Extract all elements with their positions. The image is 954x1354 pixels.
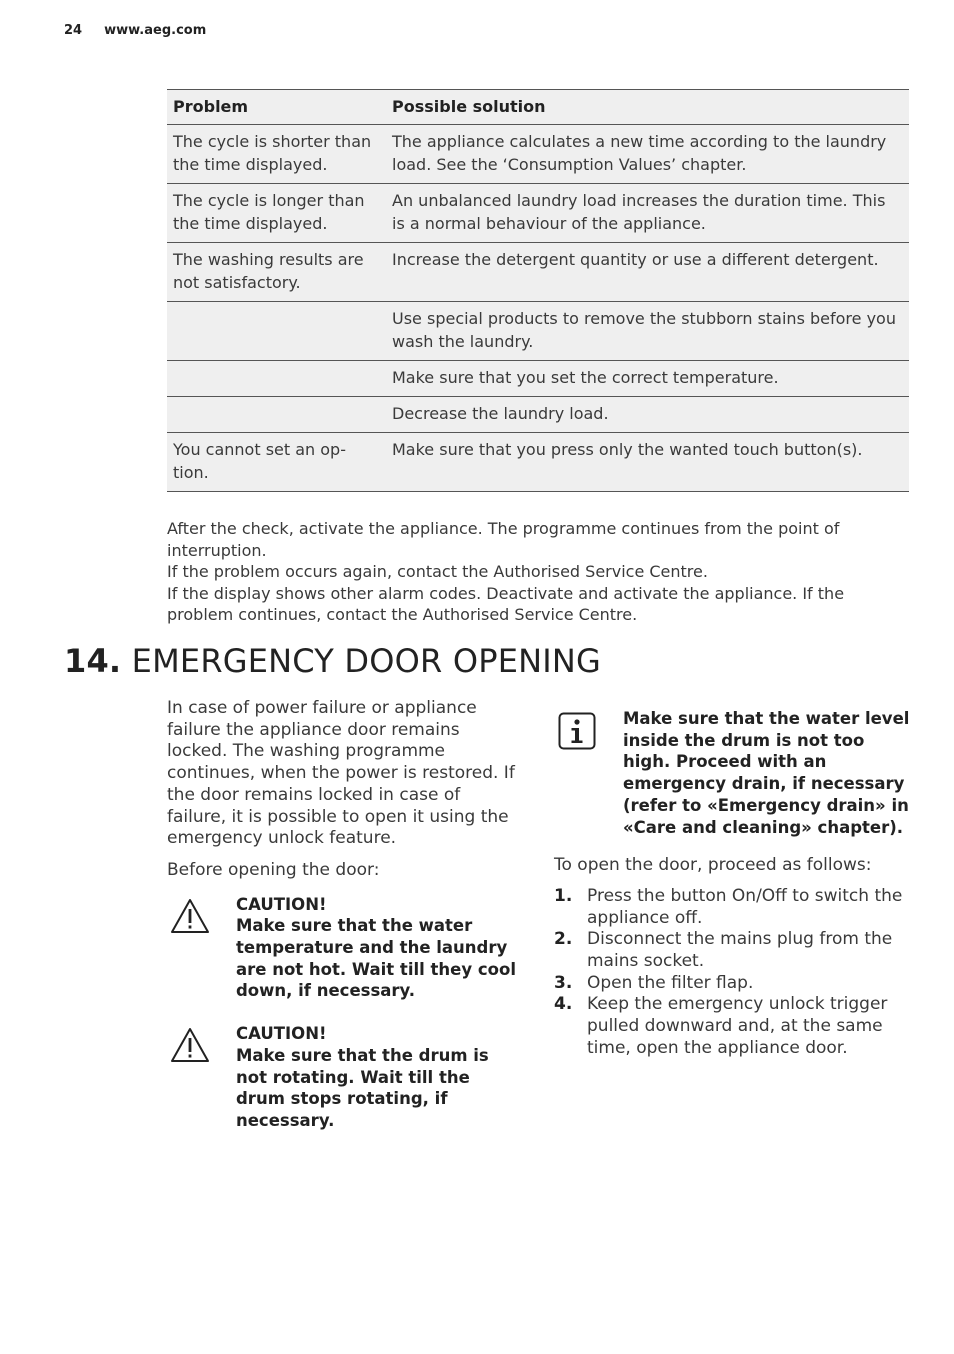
table-row xyxy=(167,433,909,492)
caution-block xyxy=(167,1023,519,1132)
website-link[interactable]: www.aeg.com xyxy=(104,23,207,38)
table-header-row xyxy=(167,90,909,125)
step-number: 3. xyxy=(554,972,573,993)
list-item xyxy=(554,994,914,1059)
right-column xyxy=(554,708,914,1060)
table-row xyxy=(167,125,909,184)
page-number: 24 xyxy=(64,23,83,38)
problem-cell: The cycle is longer than the time displayed. xyxy=(167,184,386,243)
info-block xyxy=(554,708,914,838)
solution-cell: The appliance calculates a new time according to the laundry load. See the ‘Consumption Values’ chapter. xyxy=(386,125,909,184)
info-text: Make sure that the water level inside the drum is not too high. Proceed with an emergency drain, if necessary (refer to «Emergency drain» in «Care and cleaning» chapter). xyxy=(623,709,910,837)
paragraph: If the display shows other alarm codes. Deactivate and activate the appliance. If the problem continues, contact the Authorised Service Centre. xyxy=(167,583,845,624)
problem-cell xyxy=(167,397,386,433)
step-number: 4. xyxy=(554,994,573,1015)
caution-text: Make sure that the water temperature and the laundry are not hot. Wait till they cool down, if necessary. xyxy=(236,916,516,1001)
intro-paragraph: In case of power failure or appliance failure the appliance door remains locked. The washing programme continues, when the power is restored. If the door remains locked in case of failure, it is possible to open it using the emergency unlock feature. xyxy=(167,698,515,849)
step-text: Disconnect the mains plug from the mains socket. xyxy=(587,929,893,972)
after-check-text xyxy=(167,518,909,626)
solution-cell: Decrease the laundry load. xyxy=(386,397,909,433)
list-item xyxy=(554,886,914,929)
info-icon xyxy=(558,712,596,750)
solution-cell: Make sure that you set the correct temperature. xyxy=(386,361,909,397)
warning-triangle-icon xyxy=(170,898,210,934)
problem-cell: The washing results are not satisfactory. xyxy=(167,243,386,302)
table-row xyxy=(167,361,909,397)
paragraph: If the problem occurs again, contact the Authorised Service Centre. xyxy=(167,562,708,581)
solution-cell: An unbalanced laundry load increases the duration time. This is a normal behaviour of the appliance. xyxy=(386,184,909,243)
column-header-problem: Problem xyxy=(167,90,386,125)
solution-cell: Make sure that you press only the wanted touch button(s). xyxy=(386,433,909,492)
step-number: 2. xyxy=(554,929,573,950)
step-text: Keep the emergency unlock trigger pulled downward and, at the same time, open the appliance door. xyxy=(587,994,888,1058)
problem-cell: You cannot set an op- tion. xyxy=(167,433,386,492)
paragraph: After the check, activate the appliance. The programme continues from the point of interruption. xyxy=(167,519,840,560)
steps-intro: To open the door, proceed as follows: xyxy=(554,855,872,876)
steps-list xyxy=(554,886,914,1060)
problem-cell xyxy=(167,302,386,361)
list-item xyxy=(554,929,914,972)
solution-cell: Increase the detergent quantity or use a different detergent. xyxy=(386,243,909,302)
troubleshooting-table xyxy=(167,89,909,492)
problem-cell xyxy=(167,361,386,397)
caution-text: Make sure that the drum is not rotating. Wait till the drum stops rotating, if necessary. xyxy=(236,1045,489,1130)
step-text: Open the filter flap. xyxy=(587,972,754,993)
table-row xyxy=(167,397,909,433)
solution-cell: Use special products to remove the stubborn stains before you wash the laundry. xyxy=(386,302,909,361)
section-title: EMERGENCY DOOR OPENING xyxy=(131,642,602,680)
caution-label: CAUTION! xyxy=(236,1024,327,1044)
table-row xyxy=(167,302,909,361)
step-number: 1. xyxy=(554,885,573,906)
section-heading xyxy=(64,642,601,680)
warning-triangle-icon xyxy=(170,1027,210,1063)
caution-block xyxy=(167,894,519,1003)
list-item xyxy=(554,973,914,995)
left-column xyxy=(167,698,519,1132)
table-row xyxy=(167,184,909,243)
page-header xyxy=(64,23,206,38)
table-row xyxy=(167,243,909,302)
problem-cell: The cycle is shorter than the time displayed. xyxy=(167,125,386,184)
step-text: Press the button On/Off to switch the appliance off. xyxy=(587,885,903,928)
column-header-solution: Possible solution xyxy=(386,90,909,125)
caution-label: CAUTION! xyxy=(236,894,327,914)
section-number: 14. xyxy=(64,642,122,680)
before-opening-text: Before opening the door: xyxy=(167,859,380,880)
